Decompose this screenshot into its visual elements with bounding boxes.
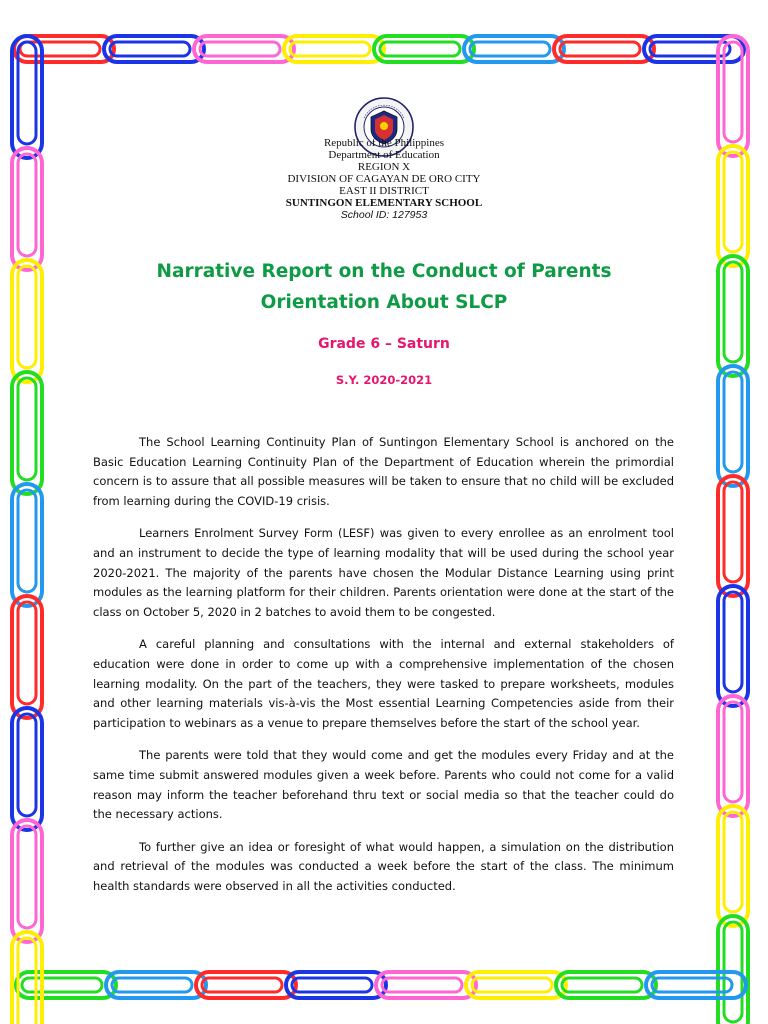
paperclip-inner (560, 42, 640, 56)
report-body (93, 433, 674, 909)
paperclip-inner (18, 378, 36, 480)
school-year: S.Y. 2020-2021 (335, 373, 433, 387)
report-title-line-2: Orientation About SLCP (260, 292, 508, 313)
school-name: SUNTINGON ELEMENTARY SCHOOL (285, 197, 483, 209)
paperclip-inner (18, 938, 36, 1024)
grade-section: Grade 6 – Saturn (318, 336, 450, 352)
paperclip-inner (724, 372, 742, 472)
paperclip-inner (724, 812, 742, 912)
paperclip-inner (18, 490, 36, 592)
department-line: Department of Education (328, 149, 440, 161)
paragraph-4: The parents were told that they would come and get the modules every Friday and at the same time submit answered modules given a week before. Parents who could not come for a valid reason may inform the teacher beforehand thru text or social media so that the teacher could do the necessary actions. (93, 748, 674, 822)
republic-line: Republic of the Philippines (323, 137, 445, 149)
paragraph-2: Learners Enrolment Survey Form (LESF) was given to every enrollee as an enrolment tool and an instrument to decide the type of learning modality that will be used during the school year 2020-2021. The majority of the parents have chosen the Modular Distance Learning using print modules as the learning platform for their children. Parents orientation were done at the start of the class on October 5, 2020 in 2 batches to avoid them to be congested. (93, 526, 674, 619)
paragraph-5: To further give an idea or foresight of what would happen, a simulation on the distribution and retrieval of the modules was conducted a week before the start of the class. The minimum health standards were observed in all the activities conducted. (93, 839, 674, 893)
report-title-line-1: Narrative Report on the Conduct of Parents (156, 261, 612, 282)
paperclip-inner (18, 602, 36, 704)
paragraph-1: The School Learning Continuity Plan of Suntingon Elementary School is anchored on the Basic Education Learning Continuity Plan of the Department of Education wherein the primordial concern is to assure that all possible measures will be taken to ensure that no child will be excluded from learning during the COVID-19 crisis. (93, 435, 674, 508)
paperclip-inner (200, 42, 280, 56)
paperclip-inner (22, 978, 102, 992)
paperclip-inner (18, 826, 36, 928)
paperclip-inner (202, 978, 282, 992)
paragraph-3: A careful planning and consultations with the internal and external stakeholders of education were done in order to come up with a comprehensive implementation of the chosen learning modality. On the part of the teachers, they were tasked to prepare worksheets, modules and other learning materials vis-à-vis the Most essential Learning Competencies aside from their participation to webinars as a venue to prepare themselves before the start of the school year. (93, 637, 674, 730)
paperclip-inner (472, 978, 552, 992)
paperclip-inner (290, 42, 370, 56)
division-line: DIVISION OF CAGAYAN DE ORO CITY (287, 173, 481, 185)
paperclip-inner (292, 978, 372, 992)
paperclip-inner (382, 978, 462, 992)
paperclip-inner (18, 714, 36, 816)
school-header (0, 137, 768, 221)
district-line: EAST II DISTRICT (339, 185, 429, 197)
paperclip-inner (724, 482, 742, 582)
paperclip-inner (724, 592, 742, 692)
paperclip-inner (470, 42, 550, 56)
paperclip-inner (724, 702, 742, 802)
region-line: REGION X (357, 161, 411, 173)
paperclip-inner (112, 978, 192, 992)
paperclip-inner (562, 978, 642, 992)
school-id: School ID: 127953 (340, 209, 428, 221)
report-title (80, 256, 688, 318)
paperclip-inner (380, 42, 460, 56)
paperclip-inner (110, 42, 190, 56)
paperclip-inner (18, 266, 36, 368)
